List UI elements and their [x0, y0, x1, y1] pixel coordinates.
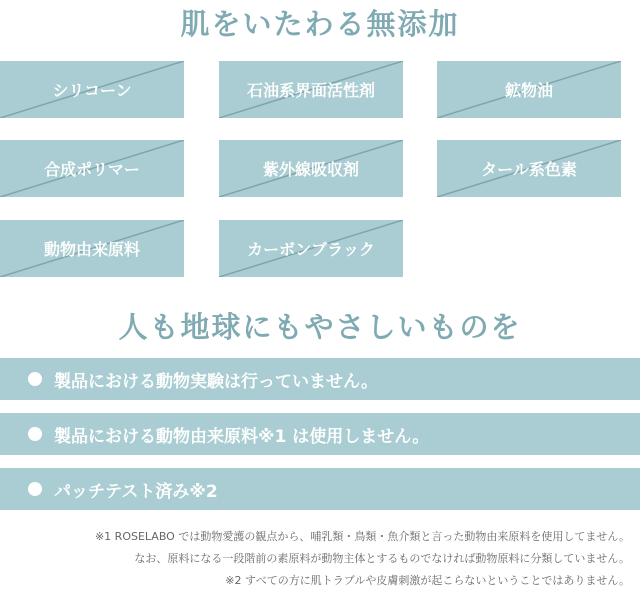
additive-tile-label: シリコーン — [52, 81, 132, 100]
footnote-2: ※2 すべての方に肌トラブルや皮膚刺激が起こらないということではありません。 — [225, 574, 630, 587]
commitment-bar-label: パッチテスト済み※2 — [54, 481, 218, 502]
additive-tile-silicone — [0, 61, 184, 118]
additive-tile-mineral-oil — [437, 61, 621, 118]
additive-tile-label: 動物由来原料 — [43, 240, 140, 259]
additive-tile-label: タール系色素 — [481, 160, 577, 179]
bullet-dot-icon — [28, 482, 42, 496]
section-title-eco-friendly: 人も地球にもやさしいものを — [118, 310, 522, 344]
footnote-1: ※1 ROSELABO では動物愛護の観点から、哺乳類・鳥類・魚介類と言った動物由来原料を使用してません。 — [94, 530, 630, 543]
commitment-bar-no-animal-testing — [0, 358, 640, 400]
additive-tile-label: 合成ポリマー — [44, 160, 140, 179]
additive-tile-label: カーボンブラック — [247, 240, 375, 259]
bullet-dot-icon — [28, 372, 42, 386]
additive-tile-tar-dye — [437, 140, 621, 197]
commitment-bar-patch-tested — [0, 468, 640, 510]
additive-tile-label: 鉱物油 — [504, 81, 553, 100]
additive-tile-carbon-black — [219, 220, 403, 277]
bullet-dot-icon — [28, 427, 42, 441]
additive-tile-synthetic-polymer — [0, 140, 184, 197]
commitment-bar-label: 製品における動物由来原料※1 は使用しません。 — [54, 426, 430, 447]
commitment-bar-no-animal-ingredients — [0, 413, 640, 455]
section-title-additive-free: 肌をいたわる無添加 — [180, 7, 460, 41]
additive-tile-uv-absorber — [219, 140, 403, 197]
additive-tile-petroleum-surfactant — [219, 61, 403, 118]
additive-tile-label: 紫外線吸収剤 — [262, 160, 359, 179]
additive-tile-label: 石油系界面活性剤 — [246, 81, 375, 100]
additive-tile-animal-derived — [0, 220, 184, 277]
commitment-bar-label: 製品における動物実験は行っていません。 — [54, 371, 379, 392]
footnote-1-continued: なお、原料になる一段階前の素原料が動物主体とするものでなければ動物原料に分類していません。 — [134, 552, 630, 565]
